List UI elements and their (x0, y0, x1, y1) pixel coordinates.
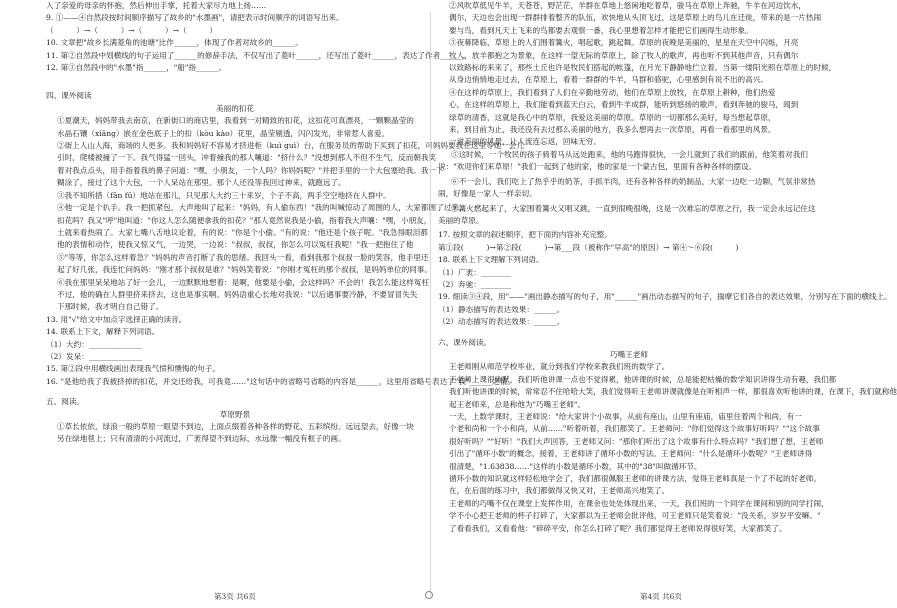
story-paragraph: ⑦篝火燃起来了，大家围着篝火又唱又跳，一直到很晚很晚，这是一次难忘的草原之行，我一定会永远记住这美丽的草原。 (438, 203, 816, 225)
story-line: ①夏潮天，妈妈带我去南京，在新街口的商店里，我看到一对精致的扣花，这扣花可真漂亮，一颗颗晶莹的 (57, 116, 414, 126)
right-story (438, 361, 897, 535)
story-line: ②风吹草低见牛羊，天苍苍，野茫茫，羊群在草地上悠闲地吃着草，骏马在草原上奔驰，牛羊在河边饮水， (449, 1, 806, 10)
left-top-questions (46, 0, 471, 74)
question-line: 19. 细读③④段，用"——"画出静态描写的句子，用"______"画出动态描写的句子，揣摩它们各自的表达效果，分别写在下面的横线上。 (438, 292, 892, 302)
story-line: 牧人，放羊都抱之为景象，在这样一望无际的草原上，除了牧人的歌声，再也听不到其他声音，只有偶尔 (449, 50, 799, 60)
story-line: ②街上人山人海，商场的人更多。我和妈妈好不容易才挤进柜（kuì guì）台，在服务员的帮助下买到了扣花，可妈妈要我在这里等她一会儿 (57, 141, 524, 151)
question-line: 18. 联系上下文理解下列词语。 (438, 255, 544, 265)
story-line: 扣花吗？我又"呼"地叫道："你这人怎么随便拿我的扣花？"那人竟然说我是小偷，指着我大声嚷："嘿，小朋友， (57, 215, 432, 225)
page-divider (430, 12, 431, 596)
story-line: 绿草的清香，这就是我心中的草原，我爱这美丽的草原。草原的一切都那么美好，每当想起草原， (449, 112, 776, 122)
left-poem (46, 421, 424, 446)
story-line: 王老师的巧嘴不仅在课堂上发挥作用，在课余也处处体现出来，一天，我们班的一个同学在课间和别的同学打闹， (449, 498, 829, 508)
story-line: 我们听他讲课的时候，常常忍不住哈哈大笑，我们觉得听王老师讲课就像是在听相声一样，都很喜欢听他讲的课，在课下，我们就称他 (449, 387, 897, 397)
page-number-left: 第3页 共6页 (214, 592, 256, 601)
question-line: 10. 文章把"故乡长满菱角的池塘"比作______，体现了作者对故乡的______。 (46, 38, 303, 48)
section5-heading: 五、阅读。 (46, 397, 84, 407)
right-page (438, 0, 897, 535)
story-line: 一道美丽的风景，让人流连忘返，回味无穷。 (449, 137, 601, 147)
story-line: 循环小数的知识就这样轻松地学会了，我们都很佩服王老师的讲课方法，觉得王老师真是一个了不起的好老师。 (449, 474, 822, 484)
story-line: 下那时候，我才明白自己错了。 (57, 302, 164, 312)
question-line: （2）发呆：______________ (46, 351, 142, 361)
question-line: （1）大约：______________ (46, 339, 142, 349)
story-line: 了看看我们，又看看他："碎碎平安，你怎么打碎了呢？我们都觉得王老师说得很好笑，大家都笑了。 (449, 523, 787, 533)
question-line: 17. 按照文章的叙述顺序，把下面的内容补充完整。 (438, 230, 612, 240)
question-line: （2）动态描写的表达效果：______。 (438, 317, 565, 327)
right-top-text (438, 0, 837, 149)
story-line: 以致路标的来来了，那些土丘也许是牧民们搭起的帐篷，在月光下静静地伫立着。当第一缕阳光照在草原上的时候， (449, 63, 837, 73)
story-paragraph: ⑥不一会儿，我们吃上了热乎乎的奶茶，手抓羊肉，还有各种各样的奶制品，大家一边吃一边聊，气氛非常热闹，好像是一家人一样亲切。 (438, 176, 816, 199)
question-line: （ ）→（ ）→（ ）→（ ） (46, 25, 217, 35)
page-number-right: 第4页 共6页 (640, 592, 682, 601)
story-line: 一天，上数学课时，王老师说："给大家讲个小故事，从前有座山，山里有座庙，庙里住着两个和尚，有一 (449, 412, 802, 421)
story-title: 美丽的扣花 (216, 103, 254, 113)
section6-heading: 六、课外阅读。 (438, 337, 492, 347)
poem-title: 草原野景 (219, 409, 251, 419)
story-paragraph: ⑤这时候，一个牧民的孩子骑着马从远处跑来，他的马跑得很快，一会儿就到了我们的跟前，他笑着对我们说："欢迎你们来草原！"我们一起到了他的家，他的家是一个蒙古包，里面有各种各样的摆设。 (438, 149, 808, 172)
question-line: 第①段( )→第②段( )→第___段（被称作"早高"的原因）→ 第④～⑥段( ) (438, 242, 739, 252)
story-line: 心，在这样的草原上，我们能看到蓝天白云，看到牛羊成群，能听到悠扬的歌声，看到奔驰的骏马，闻到 (449, 100, 799, 110)
story-line: 水晶石镶（xiāng）嵌在金色底子上的扣（kòu kào）花里，晶莹剔透，闪闪发光，非常惹人喜爱。 (57, 128, 390, 138)
story-line: 着对我点点头，用手指着我的鼻子问道："嘿，小朋友，一个人吗？你妈妈呢？"并把手里的一个大包塞给我。我一下 (57, 165, 444, 175)
right-paragraphs (438, 149, 820, 227)
poem-line: 另在绿地毯上；只有清清的小河流过，广袤得望不到边际，水远像一幅没有框子的画。 (57, 434, 346, 444)
story-line: 王老师刚从师范学校毕业，就分到我们学校来教我们班的数学了。 (449, 362, 670, 372)
story-line: 个老和尚和一个小和尚，从前……"听着听着，我们都笑了。王老师问："你们觉得这个故事好听吗？""这个故事 (449, 424, 820, 434)
section4-heading: 四、课外阅读 (46, 91, 92, 101)
story-line: 起了好几张，我连忙问妈妈："刚才那个叔叔是谁？"妈妈笑着说："你刚才冤枉的那个叔叔，是妈妈单位的同事。 (57, 265, 432, 275)
question-line: （2）奔驰：________ (438, 279, 512, 289)
story-line: 不过，他的确在人群里挤来挤去，这也是事实啊。妈妈语重心长地对我说："以后遇事要冷静，不要冒冒失失 (57, 289, 418, 299)
question-line: 13. 用"√"给文中加点字选择正确的读音。 (46, 314, 187, 324)
question-line: （1）静态描写的表达效果：______。 (438, 304, 565, 314)
story-line: ③夜幕降临，草原上的人们围着篝火，唱起歌，跳起舞。草原的夜晚是美丽的，星星在天空中闪烁，月亮 (449, 38, 799, 48)
story-line: 起王老师来，总是称他为"巧嘴王老师"。 (449, 399, 586, 409)
question-line: 9. ①——④自然段按时间顺序描写了故乡的"水墨画"，请把表示时间顺序的词语写出来。 (46, 13, 344, 23)
story-line: ④他一定是个扒手。我一把抓紧包，大声地叫了起来："妈妈，有人偷东西！"我的叫喊惊动了周围的人，大家都围了过来， (57, 203, 467, 213)
question-line: 入了亲爱的母亲的怀抱，然后伸出手掌，托着大家尽力地上扬…… (46, 1, 267, 10)
story-line: 很好听吗？""好听！"我们大声回答，王老师又问："那你们听出了这个故事有什么特点吗？"我们想了想，王老师 (449, 436, 824, 446)
story-line: 来，到目前为止，我还没有去过那么美丽的地方，我多么想再去一次草原，再看一看那里的风景。 (449, 125, 776, 135)
story-line: 糊涂了，接过了这个大包，一个人呆站在那里。那个人还没等我回过神来，就跑远了。 (57, 178, 346, 188)
story2-title: 巧嘴王老师 (610, 349, 648, 359)
question-line: 16. "是他给我了我被挤掉的扣花，并交还给我，可我竟……"这句话中的省略号省略的内容是______，这里用省略号表达了"我"______之情。 (46, 376, 515, 386)
poem-line: ①草长依依，绿浪一般的草原一眼望不到边，上面点缀着各种各样的野花，五彩缤纷。远远望去，好像一块 (57, 422, 414, 431)
story-line: 土就来看热闹了。大家七嘴八舌地议论着，有的说："你是个小偷。"有的说："他还是个孩子呢。"我急得眼泪都 (57, 227, 428, 237)
story-line: 他的表情和动作，使我又惊又气，一边哭，一边说："叔叔，叔叔，你怎么可以冤枉我呢！"我一把抱住了他 (57, 240, 414, 250)
question-line: （1）广袤：________ (438, 267, 512, 277)
story-line: ⑥我在那里呆呆地站了好一会儿，一边默默地想着：是啊，他要是小偷，会这样吗？不会的！我怎么能这样冤枉 (57, 277, 430, 287)
story-line: 从身边悄悄地走过去，在草原上，看着一群群的牛羊，马群和骆驼，心里感到有说不出的高兴。 (449, 75, 768, 85)
question-line: 15. 第②段中用横线画出表现我气愤和懊悔的句子。 (46, 364, 220, 374)
question-line: 12. 第③自然段中的"水墨"指______，"船"指______。 (46, 63, 227, 73)
story-line: 在，在后面的练习中，我们都做得又快又对，王老师高兴地笑了。 (449, 486, 670, 496)
right-questions (438, 229, 892, 328)
question-line: 14. 联系上下文，解释下列词语。 (46, 327, 160, 337)
story-line: 王老师上课很幽默，我们听他讲课一点也不觉得累，他讲课的时候，总是能把枯燥的数学知识讲得生动有趣，我们都 (449, 374, 837, 384)
story-line: ④在这样的草原上，我们看到了人们在辛勤地劳动，他们在草原上放牧，在草原上耕种，他们热爱 (449, 87, 776, 97)
story-line: ⑤"等等，你怎么这样着急？"妈妈的声音打断了我的思绪。我回头一看，看到我那个叔叔一脸的笑容，他手里还 (57, 252, 429, 262)
story-line: ③我不知所措（fǎn fǔ）地站在那儿，只见那人大约三十来岁，个子不高，两手空空地挤在人群中。 (57, 190, 391, 200)
story-line: 要与鸟，看到凡天上飞来的鸟都要去观察一番，我心里想着怎样才能把它们画得生动形象。 (449, 25, 753, 35)
story-line: 引出了"循环小数"的概念，接着，王老师讲了循环小数的写法。王老师问："什么是循环小数呢？"王老师讲得 (449, 449, 813, 459)
binding-hole-icon (425, 591, 433, 599)
story-line: 很清楚，"1.63838……"这样的小数是循环小数，其中的"38"叫做循环节。 (449, 461, 702, 471)
story-line: 学不小心把王老师的杯子打碎了，大家都以为王老师会批评他，可王老师只是笑着说："没关系，岁岁平安嘛。" (449, 511, 821, 521)
question-line: 11. 第②自然段中划横线的句子运用了______的修辞手法，不仅写出了菱叶______，还写出了菱叶______，表达了作者______。 (46, 50, 471, 60)
story-line: 引时，爬楼被撞了一下。我气得猛一回头，冲着撞我的那人嚷道："挤什么？"没想到那人不但不生气，反而朝我笑 (57, 153, 437, 163)
story-line: 偶尔，天边也会出现一群群排着整齐的队伍，欢快地从头顶飞过，这是草原上的鸟儿在迁徙，带来的是一片热闹 (449, 13, 822, 23)
